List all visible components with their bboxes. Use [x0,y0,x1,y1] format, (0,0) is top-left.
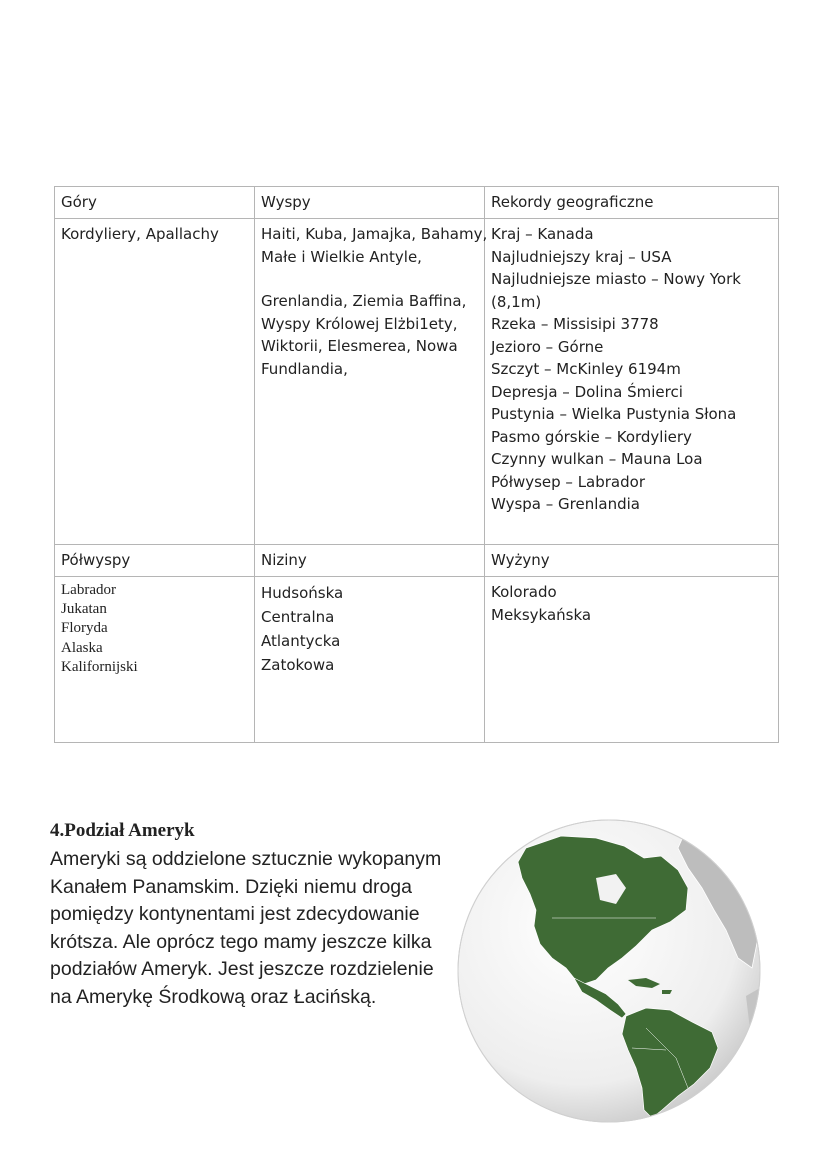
gory-item: Kordyliery, Apallachy [61,225,219,243]
wyspy-line: Wiktorii, Elesmerea, Nowa [261,337,458,355]
polwysep-item: Labrador [61,582,116,598]
cell-niziny [255,577,485,743]
rekord-line: Depresja – Dolina Śmierci [491,382,683,401]
wyspy-line: Fundlandia, [261,359,348,378]
rekord-line: Jezioro – Górne [491,337,604,356]
polwysep-item: Alaska [61,639,103,656]
cell-gory [55,219,255,545]
polwysep-item: Jukatan [61,601,107,618]
wyspy-line: Haiti, Kuba, Jamajka, Bahamy, [261,225,488,243]
cell-wyzyny [485,577,779,743]
rekord-line: Najludniejszy kraj – USA [491,247,672,266]
table-header-row [55,187,779,219]
nizina-item: Zatokowa [261,656,335,674]
rekord-line: Pasmo górskie – Kordyliery [491,427,692,446]
rekord-line: Wyspa – Grenlandia [491,495,640,513]
cell-wyspy [255,219,488,545]
geography-table [54,186,779,743]
header-rekordy: Rekordy geograficzne [485,187,779,219]
polwysep-item: Kalifornijski [61,658,138,675]
section-text: Ameryki są oddzielone sztucznie wykopanym Kanałem Panamskim. Dzięki niemu droga pomiędzy kontynentami jest zdecydowanie krótsza. Ale oprócz tego mamy jeszcze kilka podziałów Ameryk. Jest jeszcze rozdzielenie na Amerykę Środkową oraz Łacińską. [50,848,442,1008]
section-podzial-ameryk [50,820,460,1011]
wyspy-line: Grenlandia, Ziemia Baffina, [261,292,467,310]
cell-polwyspy [55,577,255,743]
rekord-line: Kraj – Kanada [491,225,594,243]
wyspy-line: Wyspy Królowej Elżbi1ety, [261,314,458,333]
header-wyspy: Wyspy [255,187,485,219]
rekord-line: (8,1m) [491,292,542,311]
table-header-row [55,545,779,577]
section-title: 4.Podział Ameryk [50,820,195,841]
header-polwyspy: Półwyspy [55,545,255,577]
globe-americas-icon [456,818,762,1124]
cell-rekordy [485,219,779,545]
wyspy-line: Małe i Wielkie Antyle, [261,247,422,266]
rekord-line: Półwysep – Labrador [491,472,645,491]
nizina-item: Hudsońska [261,584,344,602]
nizina-item: Centralna [261,608,335,626]
rekord-line: Pustynia – Wielka Pustynia Słona [491,405,737,423]
header-wyzyny: Wyżyny [485,545,779,577]
header-gory: Góry [55,187,255,219]
table-row [55,219,779,545]
wyzyna-item: Kolorado [491,583,557,601]
wyzyna-item: Meksykańska [491,605,592,624]
nizina-item: Atlantycka [261,632,341,650]
header-niziny: Niziny [255,545,485,577]
polwysep-item: Floryda [61,620,108,637]
table-row [55,577,779,743]
rekord-line: Najludniejsze miasto – Nowy York [491,270,741,288]
rekord-line: Szczyt – McKinley 6194m [491,360,681,378]
rekord-line: Czynny wulkan – Mauna Loa [491,450,703,468]
rekord-line: Rzeka – Missisipi 3778 [491,315,659,333]
